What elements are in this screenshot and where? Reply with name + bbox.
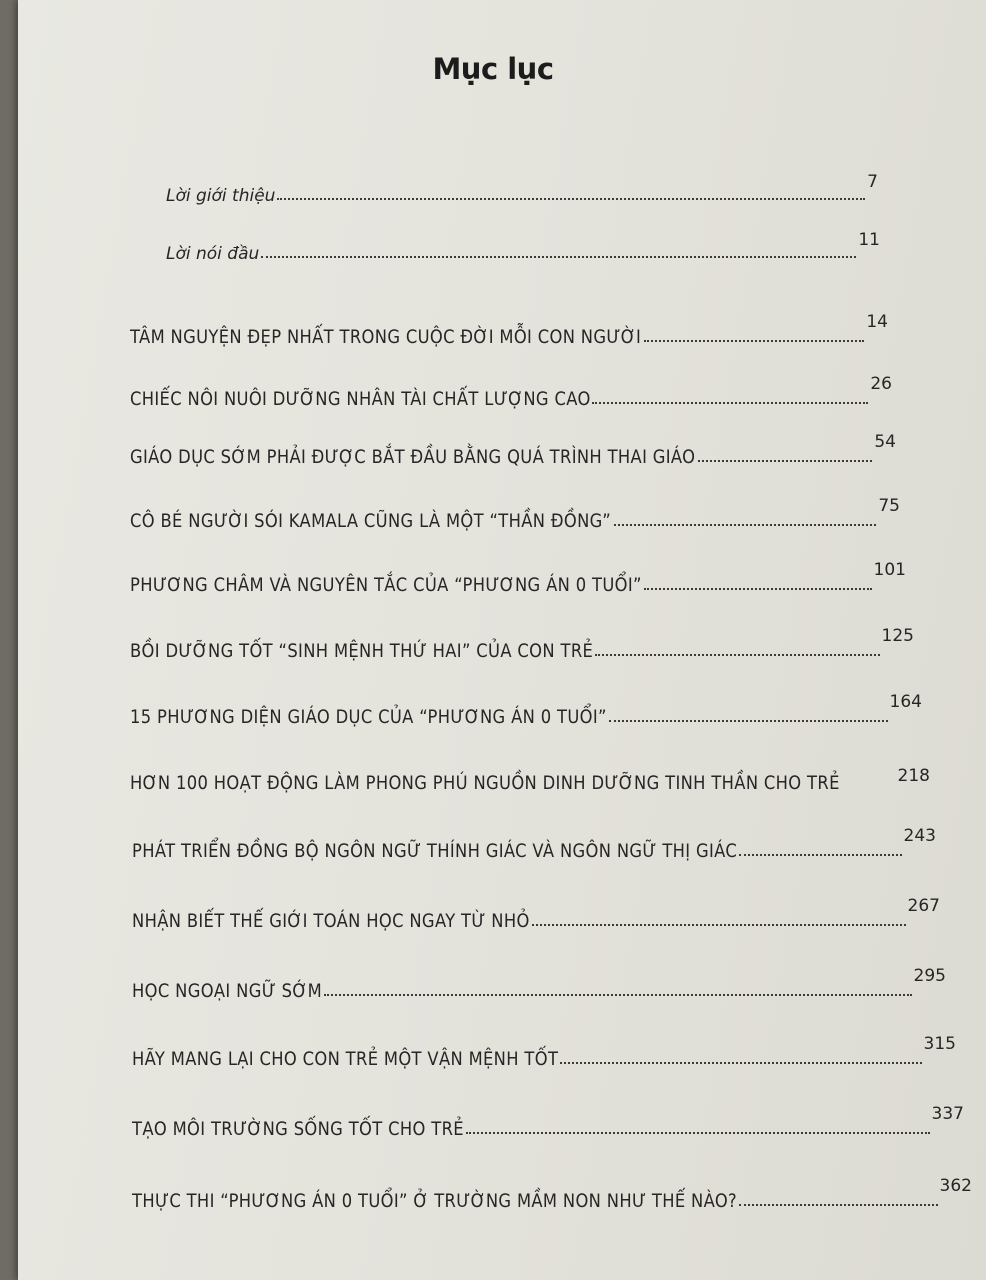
dot-leader xyxy=(466,1132,930,1134)
toc-page-number: 295 xyxy=(913,966,946,986)
toc-entry xyxy=(130,692,922,728)
dot-leader xyxy=(324,994,912,996)
toc-page-number: 101 xyxy=(873,560,906,580)
toc-entry xyxy=(132,966,946,1002)
toc-entry xyxy=(132,1104,964,1140)
dot-leader xyxy=(560,1062,922,1064)
toc-entry xyxy=(130,626,914,662)
dot-leader xyxy=(532,924,905,926)
toc-page-number: 243 xyxy=(903,826,936,846)
toc-entry xyxy=(130,374,892,410)
toc-entry-label: THỰC THI “PHƯƠNG ÁN 0 TUỔI” Ở TRƯỜNG MẦM NON NHƯ THẾ NÀO? xyxy=(132,1190,738,1212)
toc-entry xyxy=(132,1176,972,1212)
toc-entry-label: Lời giới thiệu xyxy=(166,186,276,206)
toc-entry xyxy=(132,1034,956,1070)
toc-entry-label: PHƯƠNG CHÂM VÀ NGUYÊN TẮC CỦA “PHƯƠNG ÁN 0 TUỔI” xyxy=(130,574,642,596)
toc-entry-label: GIÁO DỤC SỚM PHẢI ĐƯỢC BẮT ĐẦU BẰNG QUÁ TRÌNH THAI GIÁO xyxy=(130,446,696,468)
toc-entry-label: TÂM NGUYỆN ĐẸP NHẤT TRONG CUỘC ĐỜI MỖI CON NGƯỜI xyxy=(130,326,642,348)
toc-page-number: 125 xyxy=(881,626,914,646)
dot-leader xyxy=(698,460,873,462)
toc-page-number: 7 xyxy=(867,172,878,192)
toc-entry xyxy=(166,230,880,264)
toc-page-number: 362 xyxy=(939,1176,972,1196)
toc-entry-label: BỒI DƯỠNG TỐT “SINH MỆNH THỨ HAI” CỦA CON TRẺ xyxy=(130,640,594,662)
dot-leader xyxy=(595,654,880,656)
toc-entry-label: TẠO MÔI TRƯỜNG SỐNG TỐT CHO TRẺ xyxy=(132,1118,464,1140)
toc-entry xyxy=(130,560,906,596)
toc-entry xyxy=(132,896,940,932)
toc-page-number: 26 xyxy=(870,374,892,394)
toc-entry-label: HÃY MANG LẠI CHO CON TRẺ MỘT VẬN MỆNH TỐT xyxy=(132,1048,559,1070)
toc-entry xyxy=(130,766,930,794)
toc-entry-label: HỌC NGOẠI NGỮ SỚM xyxy=(132,980,323,1002)
toc-page-number: 75 xyxy=(878,496,900,516)
toc-page-number: 267 xyxy=(907,896,940,916)
toc-entry xyxy=(132,826,936,862)
toc-entry-label: HƠN 100 HOẠT ĐỘNG LÀM PHONG PHÚ NGUỒN DINH DƯỠNG TINH THẦN CHO TRẺ xyxy=(130,772,840,794)
dot-leader xyxy=(644,340,865,342)
page-title: Mục lục xyxy=(432,52,554,86)
toc-page-number: 11 xyxy=(858,230,880,250)
toc-entry-label: NHẬN BIẾT THẾ GIỚI TOÁN HỌC NGAY TỪ NHỎ xyxy=(132,910,530,932)
dot-leader xyxy=(277,198,865,200)
dot-leader xyxy=(261,256,856,258)
toc-entry xyxy=(166,172,878,206)
toc-entry-label: CHIẾC NÔI NUÔI DƯỠNG NHÂN TÀI CHẤT LƯỢNG CAO xyxy=(130,388,591,410)
dot-leader xyxy=(614,524,877,526)
toc-page-number: 337 xyxy=(931,1104,964,1124)
toc-entry-label: CÔ BÉ NGƯỜI SÓI KAMALA CŨNG LÀ MỘT “THẦN ĐỒNG” xyxy=(130,510,612,532)
toc-page-number: 164 xyxy=(889,692,922,712)
dot-leader xyxy=(739,1204,938,1206)
toc-entry-label: PHÁT TRIỂN ĐỒNG BỘ NGÔN NGỮ THÍNH GIÁC VÀ NGÔN NGỮ THỊ GIÁC xyxy=(132,840,738,862)
toc-page-number: 315 xyxy=(923,1034,956,1054)
toc-page-number: 14 xyxy=(866,312,888,332)
toc-page-number: 54 xyxy=(874,432,896,452)
dot-leader xyxy=(739,854,902,856)
toc-entry xyxy=(130,432,896,468)
toc-entry-label: 15 PHƯƠNG DIỆN GIÁO DỤC CỦA “PHƯƠNG ÁN 0 TUỔI” xyxy=(130,706,607,728)
toc-page-number: 218 xyxy=(897,766,930,786)
dot-leader xyxy=(644,588,872,590)
toc-entry-label: Lời nói đầu xyxy=(166,244,260,264)
dot-leader xyxy=(592,402,868,404)
toc-entry xyxy=(130,496,900,532)
dot-leader xyxy=(609,720,887,722)
toc-entry xyxy=(130,312,888,348)
